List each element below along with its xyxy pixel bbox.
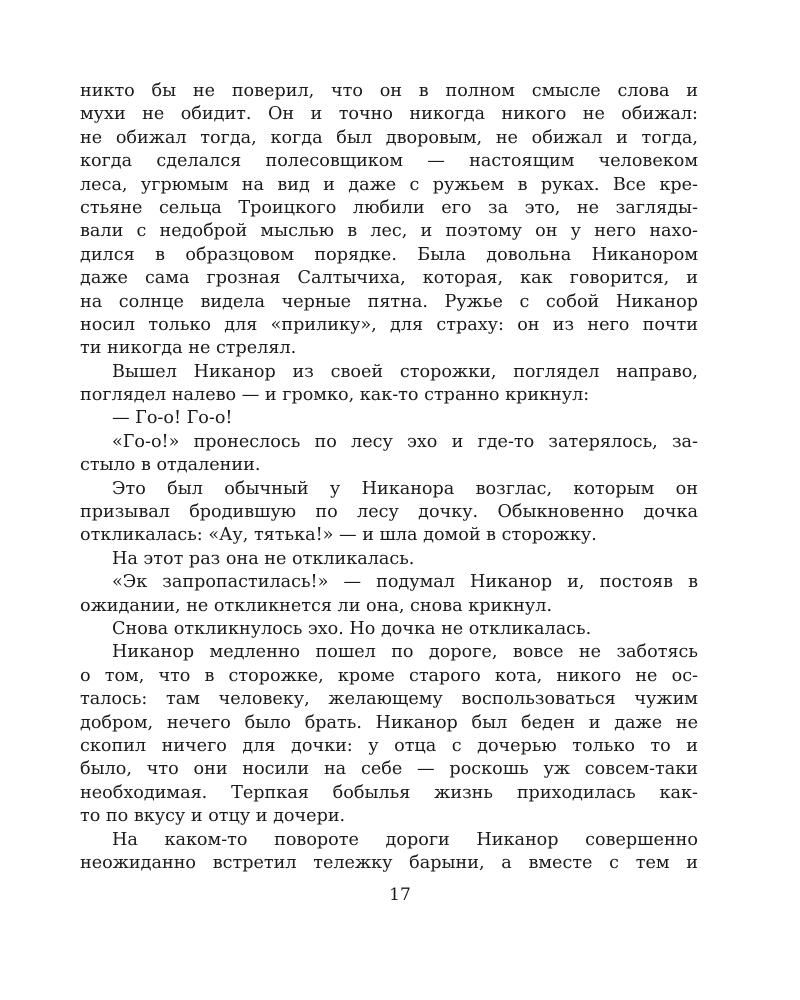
text-line: носил только для «прилику», для страху: он из него почти <box>80 314 698 335</box>
text-line: добром, нечего было брать. Никанор был беден и даже не <box>80 712 698 733</box>
text-line: на солнце видела черные пятна. Ружье с собой Никанор <box>80 291 698 312</box>
text-line: стыло в отдалении. <box>80 455 261 476</box>
text-line: поглядел налево — и громко, как-то странно крикнул: <box>80 385 590 406</box>
text-line: — Го-о! Го-о! <box>112 408 233 429</box>
text-line: ти никогда не стрелял. <box>80 338 297 359</box>
text-line: о том, что в сторожке, кроме старого кота, никого не ос- <box>80 665 698 686</box>
text-line: призывал бродившую по лесу дочку. Обыкновенно дочка <box>80 502 698 523</box>
text-line: Никанор медленно пошел по дороге, вовсе не заботясь <box>112 642 698 663</box>
text-line: леса, угрюмым на вид и даже с ружьем в руках. Все кре- <box>80 174 698 195</box>
text-line: вали с недоброй мыслью в лес, и поэтому он у него нахо- <box>80 221 698 242</box>
text-line: было, что они носили на себе — роскошь уж совсем-таки <box>80 759 698 780</box>
text-line: На этот раз она не откликалась. <box>112 548 415 569</box>
text-line: Снова откликнулось эхо. Но дочка не откликалась. <box>112 618 592 639</box>
text-line: ожидании, не откликнется ли она, снова крикнул. <box>80 595 553 616</box>
text-line: «Эк запропастилась!» — подумал Никанор и, постояв в <box>112 572 698 593</box>
body-text <box>80 80 698 875</box>
text-line: то по вкусу и отцу и дочери. <box>80 806 346 827</box>
text-line: мухи не обидит. Он и точно никогда никого не обижал: <box>80 104 698 125</box>
text-line: «Го-о!» пронеслось по лесу эхо и где-то затерялось, за- <box>112 431 698 452</box>
text-line: дился в образцовом порядке. Была довольна Никанором <box>80 244 698 265</box>
text-line: Вышел Никанор из своей сторожки, поглядел направо, <box>112 361 698 382</box>
text-line: никто бы не поверил, что он в полном смысле слова и <box>80 81 698 101</box>
text-line: необходимая. Терпкая бобылья жизнь приходилась как- <box>80 782 698 803</box>
page-number: 17 <box>389 885 411 905</box>
text-line: скопил ничего для дочки: у отца с дочерью только то и <box>80 735 698 756</box>
text-line: откликалась: «Ау, тятька!» — и шла домой в сторожку. <box>80 525 597 546</box>
text-line: стьяне сельца Троицкого любили его за это, не загляды- <box>80 197 698 218</box>
text-line: Это был обычный у Никанора возглас, которым он <box>112 478 698 499</box>
text-line: даже сама грозная Салтычиха, которая, как говорится, и <box>80 268 698 289</box>
text-line: талось: там человеку, желающему воспользоваться чужим <box>80 689 698 710</box>
text-line: неожиданно встретил тележку барыни, а вместе с тем и <box>80 852 698 873</box>
text-line: не обижал тогда, когда был дворовым, не обижал и тогда, <box>80 127 698 148</box>
text-line: На каком-то повороте дороги Никанор совершенно <box>112 829 698 850</box>
text-line: когда сделался полесовщиком — настоящим человеком <box>80 151 698 172</box>
